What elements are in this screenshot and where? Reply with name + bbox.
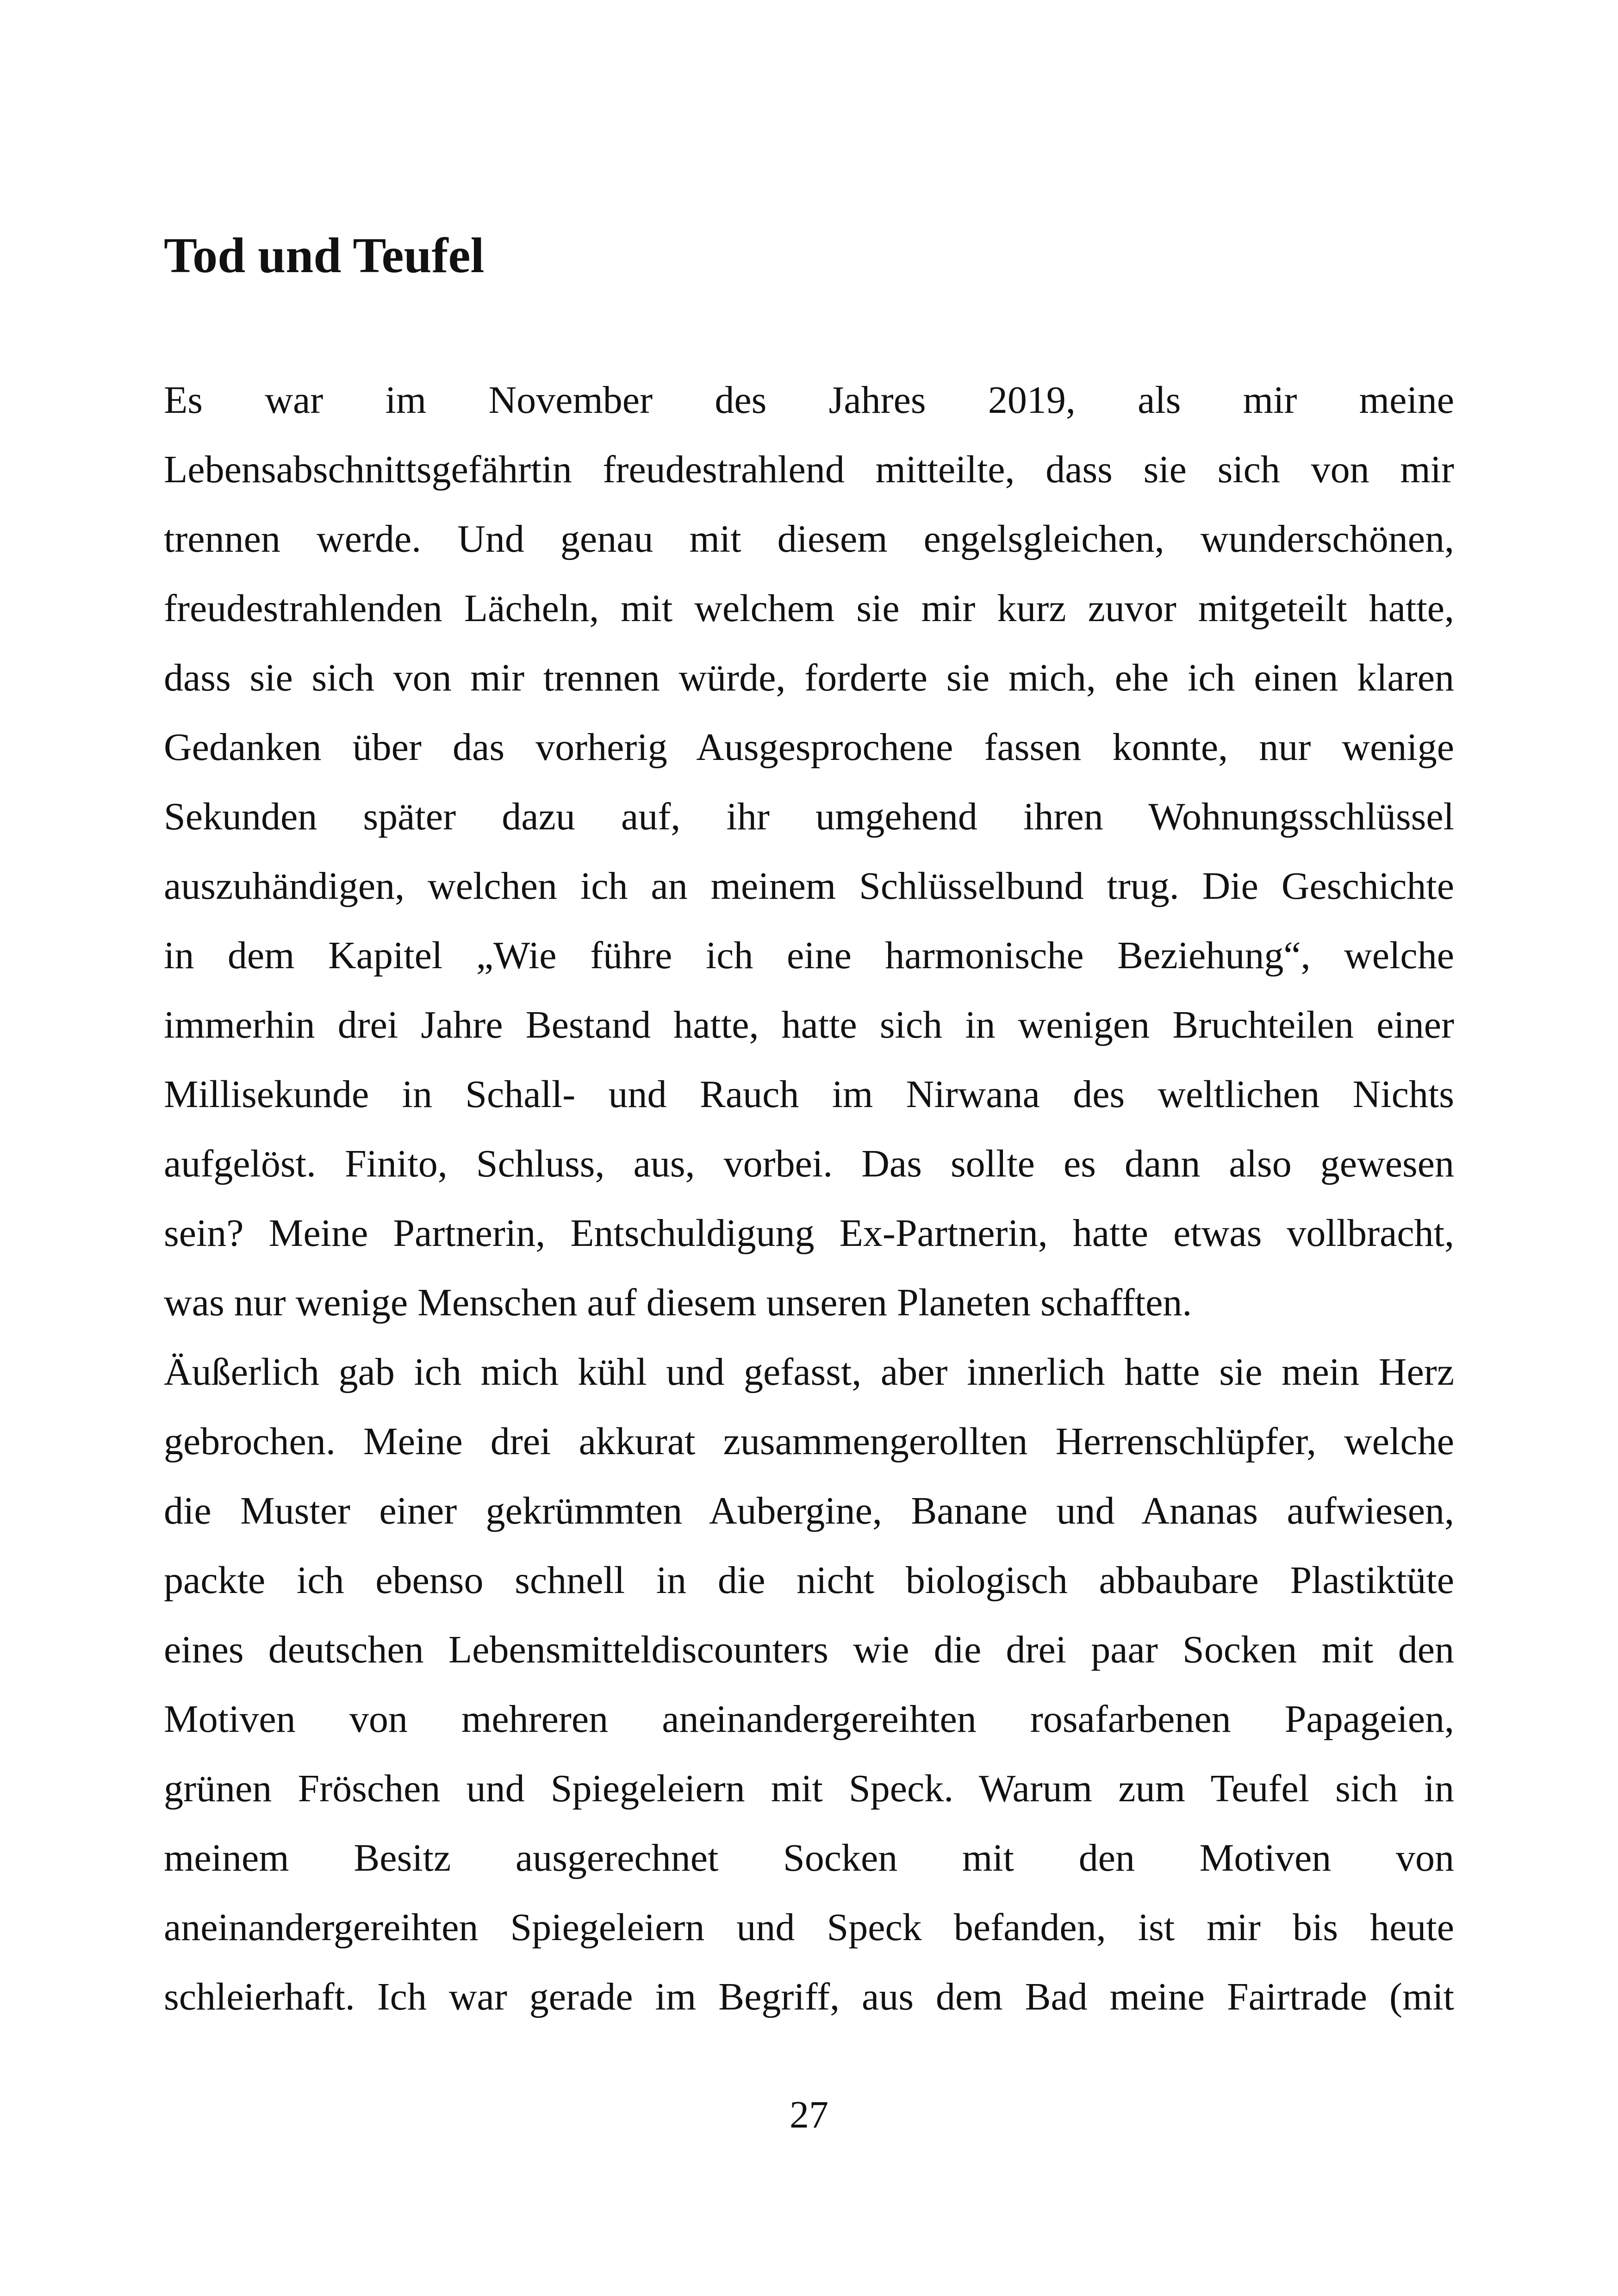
text-line: dass sie sich von mir trennen würde, forderte sie mich, ehe ich einen klaren	[164, 656, 1454, 699]
text-line: auszuhändigen, welchen ich an meinem Schlüsselbund trug. Die Geschichte	[164, 865, 1454, 908]
text-line: Gedanken über das vorherig Ausgesprochene fassen konnte, nur wenige	[164, 726, 1454, 769]
text-line: meinem Besitz ausgerechnet Socken mit den Motiven von	[164, 1836, 1454, 1879]
text-line: freudestrahlenden Lächeln, mit welchem sie mir kurz zuvor mitgeteilt hatte,	[164, 587, 1454, 630]
text-line: Lebensabschnittsgefährtin freudestrahlend mitteilte, dass sie sich von mir	[164, 448, 1454, 491]
text-line: Sekunden später dazu auf, ihr umgehend ihren Wohnungsschlüssel	[164, 795, 1454, 838]
text-line: in dem Kapitel „Wie führe ich eine harmonische Beziehung“, welche	[164, 934, 1454, 977]
text-line: sein? Meine Partnerin, Entschuldigung Ex-Partnerin, hatte etwas vollbracht,	[164, 1212, 1454, 1255]
text-line: die Muster einer gekrümmten Aubergine, Banane und Ananas aufwiesen,	[164, 1489, 1454, 1532]
text-line: schleierhaft. Ich war gerade im Begriff, aus dem Bad meine Fairtrade (mit	[164, 1975, 1454, 2018]
text-line: grünen Fröschen und Spiegeleiern mit Speck. Warum zum Teufel sich in	[164, 1767, 1454, 1810]
text-line-paragraph-end: was nur wenige Menschen auf diesem unseren Planeten schafften.	[164, 1281, 1192, 1324]
text-line: eines deutschen Lebensmitteldiscounters wie die drei paar Socken mit den	[164, 1628, 1454, 1671]
text-line: aneinandergereihten Spiegeleiern und Speck befanden, ist mir bis heute	[164, 1906, 1454, 1949]
body-text	[164, 366, 1454, 2032]
text-line: trennen werde. Und genau mit diesem engelsgleichen, wunderschönen,	[164, 517, 1454, 560]
text-line: Es war im November des Jahres 2019, als mir meine	[164, 379, 1454, 422]
text-line: Motiven von mehreren aneinandergereihten rosafarbenen Papageien,	[164, 1698, 1454, 1741]
text-line: Millisekunde in Schall- und Rauch im Nirwana des weltlichen Nichts	[164, 1073, 1454, 1116]
chapter-title: Tod und Teufel	[164, 228, 485, 283]
page-number: 27	[790, 2093, 828, 2136]
text-line: gebrochen. Meine drei akkurat zusammengerollten Herrenschlüpfer, welche	[164, 1420, 1454, 1463]
text-line: packte ich ebenso schnell in die nicht biologisch abbaubare Plastiktüte	[164, 1559, 1454, 1602]
text-line: immerhin drei Jahre Bestand hatte, hatte sich in wenigen Bruchteilen einer	[164, 1003, 1454, 1046]
text-line: Äußerlich gab ich mich kühl und gefasst, aber innerlich hatte sie mein Herz	[164, 1350, 1454, 1394]
text-line: aufgelöst. Finito, Schluss, aus, vorbei. Das sollte es dann also gewesen	[164, 1142, 1454, 1185]
